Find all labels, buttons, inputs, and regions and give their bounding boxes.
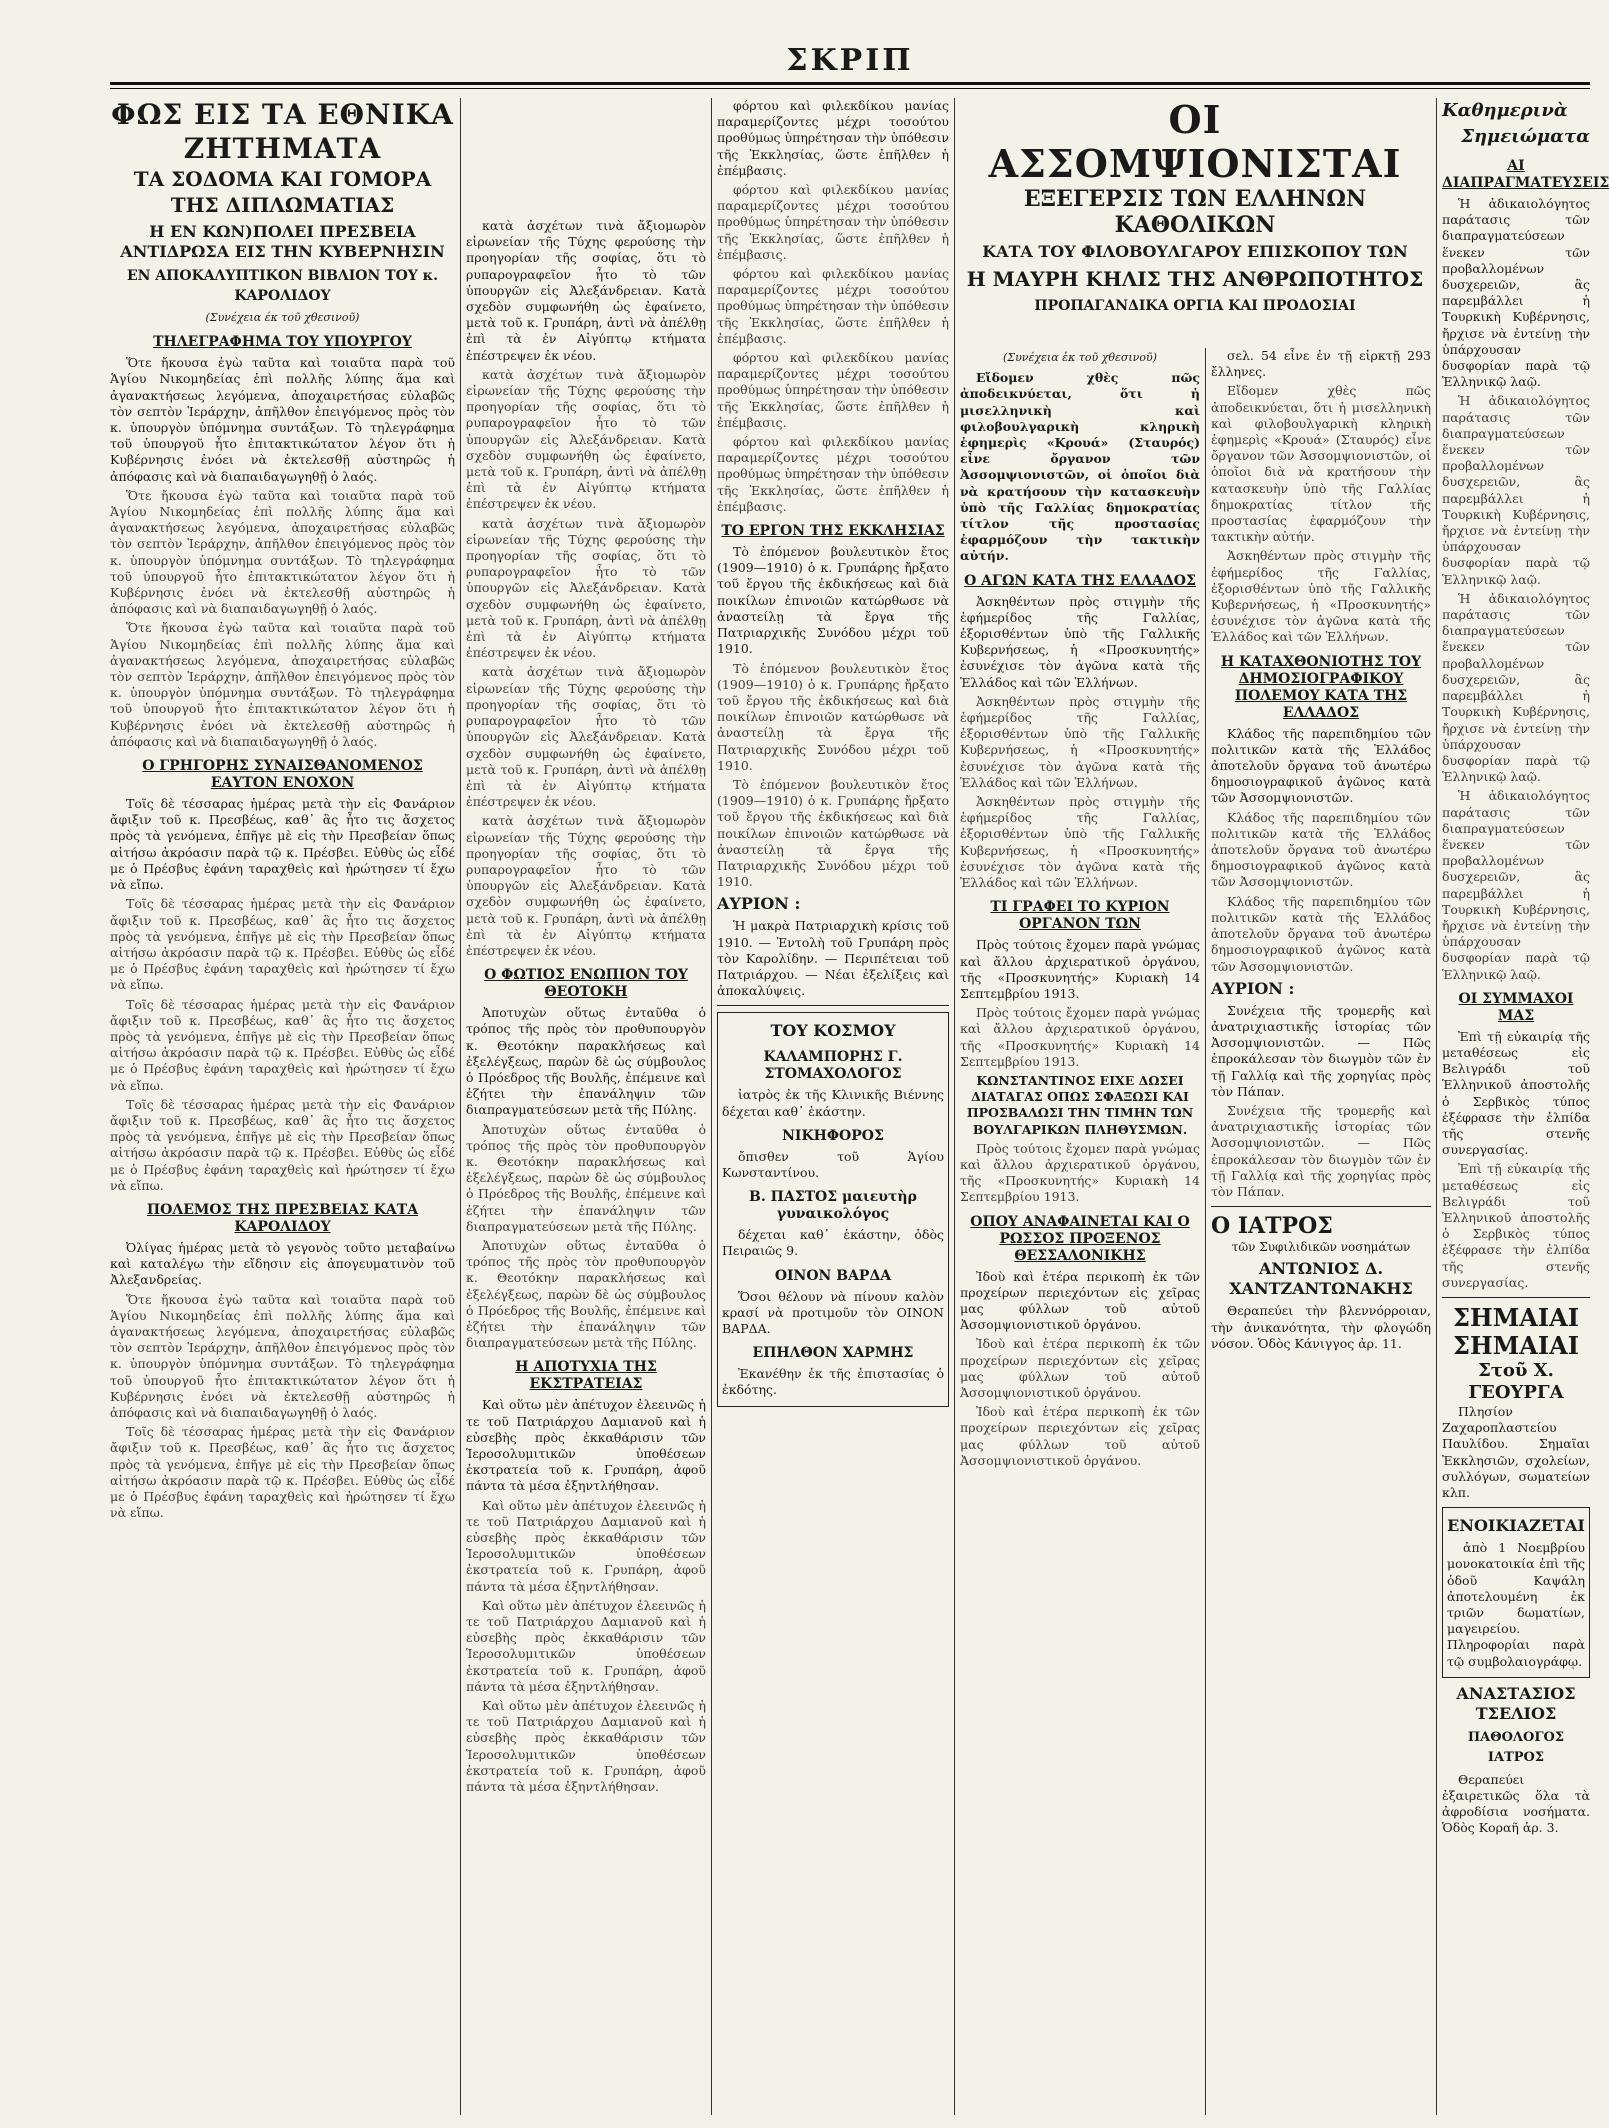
lead-text: Εἴδομεν χθὲς πῶς ἀποδεικνύεται, ὅτι ἡ μισελληνικὴ καὶ φιλοβουλγαρικὴ κληρικὴ ἐφημερὶς «Κρουά» (Σταυρός) εἶνε ὄργανον τῶν Ἀσσομψιονιστῶν, οἱ ὁποῖοι διὰ νὰ κρατήσουν τὴν κατασκευὴν ὑπὸ τῆς Γαλλίας δημοκρατίας τίτλον τῆς προστασίας ἐφαρμόζουν τὴν τακτικὴν αὐτήν. (960, 370, 1200, 564)
section-title: Ο ΦΩΤΙΟΣ ΕΝΩΠΙΟΝ ΤΟΥ ΘΕΟΤΟΚΗ (484, 967, 688, 1001)
divider (717, 1005, 949, 1006)
doctor-ad-sub: τῶν Συφιλιδικῶν νοσημάτων (1231, 1240, 1411, 1255)
flags-ad-title: ΣΗΜΑΙΑΙ (1453, 1303, 1579, 1332)
subhead-propaganda: ΠΡΟΠΑΓΑΝΔΙΚΑ ΟΡΓΙΑ ΚΑΙ ΠΡΟΔΟΣΙΑΙ (1034, 298, 1356, 314)
rent-ad (1442, 1507, 1590, 1678)
column-divider (1436, 98, 1437, 2115)
article-text: Ἀσκηθέντων πρὸς στιγμὴν τῆς ἐφήμερίδος τῆς Γαλλίας, ἐξορισθέντων ὑπὸ τῆς Γαλλικῆς Κυβερνήσεως, ἡ «Προσκυνητής» ἐσυνέχισε τὸν ἀγῶνα κατὰ τῆς Ἑλλάδος καὶ τῶν Ἑλλήνων. (960, 794, 1200, 891)
tomorrow-title: ΑΥΡΙΟΝ : (717, 894, 801, 914)
ads-box-title: ΤΟΥ ΚΟΣΜΟΥ (770, 1021, 896, 1041)
rent-ad-text: ἀπὸ 1 Νοεμβρίου μονοκατοικία ἐπὶ τῆς ὁδοῦ Καψάλη ἀποτελουμένη ἐκ τριῶν δωματίων, μαγειρείου. Πληροφορίαι παρὰ τῷ συμβολαιογράφῳ. (1447, 1540, 1585, 1669)
article-text: Καὶ οὕτω μὲν ἀπέτυχον ἐλεεινῶς ἡ τε τοῦ Πατριάρχου Δαμιανοῦ καὶ ἡ εὐσεβὴς πρὸς ἐκκαθάρισιν τῶν Ἱεροσολυμιτικῶν ὑποθέσεων ἐκστρατεία τοῦ κ. Γρυπάρη, ἀφοῦ πάντα τὰ μέσα ἐξηντλήθησαν. (466, 1698, 706, 1795)
column-3 (717, 98, 949, 2115)
article-text: Ἡ ἀδικαιολόγητος παράτασις τῶν διαπραγματεύσεων ἕνεκεν τῶν προβαλλομένων δυσχερειῶν, ἃς παρεμβάλλει ἡ Τουρκικὴ Κυβέρνησις, ἤρχισε νὰ ἐντείνῃ τὴν ὑπάρχουσαν δυσφορίαν παρὰ τῷ Ἑλληνικῷ λαῷ. (1442, 590, 1590, 785)
article-text: Ἀσκηθέντων πρὸς στιγμὴν τῆς ἐφήμερίδος τῆς Γαλλίας, ἐξορισθέντων ὑπὸ τῆς Γαλλικῆς Κυβερνήσεως, ἡ «Προσκυνητής» ἐσυνέχισε τὸν ἀγῶνα κατὰ τῆς Ἑλλάδος καὶ τῶν Ἑλλήνων. (960, 693, 1200, 790)
article-text: Καὶ οὕτω μὲν ἀπέτυχον ἐλεεινῶς ἡ τε τοῦ Πατριάρχου Δαμιανοῦ καὶ ἡ εὐσεβὴς πρὸς ἐκκαθάρισιν τῶν Ἱεροσολυμιτικῶν ὑποθέσεων ἐκστρατεία τοῦ κ. Γρυπάρη, ἀφοῦ πάντα τὰ μέσα ἐξηντλήθησαν. (466, 1597, 706, 1694)
article-text: Καὶ οὕτω μὲν ἀπέτυχον ἐλεεινῶς ἡ τε τοῦ Πατριάρχου Δαμιανοῦ καὶ ἡ εὐσεβὴς πρὸς ἐκκαθάρισιν τῶν Ἱεροσολυμιτικῶν ὑποθέσεων ἐκστρατεία τοῦ κ. Γρυπάρη, ἀφοῦ πάντα τὰ μέσα ἐξηντλήθησαν. (466, 1397, 706, 1494)
article-text: φόρτου καὶ φιλεκδίκου μανίας παραμερίζοντες μέχρι τοσούτου προθύμως ὑπηρέτησαν τὴν ὑπόθεσιν τῆς Ἐκκλησίας, ὥστε ἐπῆλθεν ἡ ἐπέμβασις. (717, 182, 949, 262)
ad-text: Ἐκανέθην ἐκ τῆς ἐπιστασίας ὁ ἐκδότης. (722, 1366, 944, 1398)
article-text: σελ. 54 εἶνε ἐν τῇ εἰρκτῇ 293 ἔλληνες. (1211, 348, 1431, 380)
column-2 (466, 218, 706, 2115)
subhead-black-stain: Η ΜΑΥΡΗ ΚΗΛΙΣ ΤΗΣ ΑΝΘΡΩΠΟΤΗΤΟΣ (966, 267, 1424, 291)
ad-title: ΕΠΗΛΘΟΝ ΧΑΡΜΗΣ (752, 1345, 914, 1362)
article-text: Ἡ ἀδικαιολόγητος παράτασις τῶν διαπραγματεύσεων ἕνεκεν τῶν προβαλλομένων δυσχερειῶν, ἃς παρεμβάλλει ἡ Τουρκικὴ Κυβέρνησις, ἤρχισε νὰ ἐντείνῃ τὴν ὑπάρχουσαν δυσφορίαν παρὰ τῷ Ἑλληνικῷ λαῷ. (1442, 788, 1590, 982)
tomorrow-text: Ἡ μακρὰ Πατριαρχικὴ κρίσις τοῦ 1910. — Ἐντολὴ τοῦ Γρυπάρη πρὸς τὸν Καρολίδην. — Περιπέτειαι τοῦ Πατριάρχου. — Νέαι ἐξελίξεις καὶ ἀποκαλύψεις. (717, 918, 949, 999)
article-text: Κλάδος τῆς παρεπιδημίου τῶν πολιτικῶν κατὰ τῆς Ἑλλάδος ἀποτελοῦν ὄργανα τοῦ ἀνωτέρω δημοσιογραφικοῦ ἀγῶνος κατὰ τῶν Ἀσσομψιονιστῶν. (1211, 725, 1431, 806)
subhead-uprising: ΕΞΕΓΕΡΣΙΣ ΤΩΝ ΕΛΛΗΝΩΝ ΚΑΘΟΛΙΚΩΝ (1023, 186, 1367, 238)
doctor-ad-name: ΑΝΑΣΤΑΣΙΟΣ ΤΣΕΛΙΟΣ (1456, 1683, 1576, 1723)
ad-text: ὄπισθεν τοῦ Ἁγίου Κωνσταντίνου. (722, 1148, 944, 1180)
masthead-title: ΣΚΡΙΠ (786, 43, 914, 78)
article-text: Τὸ ἐπόμενον βουλευτικὸν ἔτος (1909—1910) ὁ κ. Γρυπάρης ἤρξατο τοῦ ἔργου τῆς ἐκδικήσεως καὶ διὰ ποικίλων ἐπινοιῶν κατώρθωσε νὰ ἀναστείλῃ τὰ ἔργα τῆς Πατριαρχικῆς Συνόδου μέχρι τοῦ 1910. (717, 544, 949, 657)
article-text: Τοῖς δὲ τέσσαρας ἡμέρας μετὰ τὴν εἰς Φανάριον ἄφιξιν τοῦ κ. Πρεσβέως, καθ᾽ ἃς ἦτο τις ἄσχετος πρὸς τὰ γενόμενα, ἐπῆγε μὲ εἰς τὴν Πρεσβείαν ὅπως αἰτήσω ἀκρόασιν παρὰ τῷ κ. Πρέσβει. Εὐθὺς ὡς εἶδέ με ὁ Πρέσβυς ἐφάνη ταραχθεὶς καὶ ἠρώτησεν τί ἔχω νὰ εἴπω. (110, 996, 455, 1093)
flags-ad-shop: Στοῦ Χ. ΓΕΟΥΡΓΑ (1468, 1360, 1564, 1403)
tomorrow-title: ΑΥΡΙΟΝ : (1211, 978, 1295, 998)
continued-note: (Συνέχεια έκ τοῦ χθεσινοῦ) (205, 311, 360, 324)
section-title: ΑΙ ΔΙΑΠΡΑΓΜΑΤΕΥΣΕΙΣ (1442, 158, 1609, 191)
article-text: Καὶ οὕτω μὲν ἀπέτυχον ἐλεεινῶς ἡ τε τοῦ Πατριάρχου Δαμιανοῦ καὶ ἡ εὐσεβὴς πρὸς ἐκκαθάρισιν τῶν Ἱεροσολυμιτικῶν ὑποθέσεων ἐκστρατεία τοῦ κ. Γρυπάρη, ἀφοῦ πάντα τὰ μέσα ἐξηντλήθησαν. (466, 1497, 706, 1594)
article-text: κατὰ ἀσχέτων τινὰ ἄξιομωρὸν εἰρωνείαν τῆς Τύχης φερούσης τὴν προηγορίαν τῆς σοφίας, ὅτι τὸ ρυπαρογραφεῖον ἦτο τὸ τῶν ὑπουργῶν εἰς Ἀλεξάνδρειαν. Κατὰ σχεδὸν συμφωνήθη ὡς ἐφαίνετο, μετὰ τοῦ κ. Γρυπάρη, ἀντὶ νὰ ἀπέλθῃ ἐπὶ τὰ ἐν Αἰγύπτῳ κτήματα ἐπέστρεψεν ἐκ νέου. (466, 664, 706, 810)
daily-notes-header: Καθημερινὰ (1442, 100, 1568, 121)
article-text: Ἀποτυχὼν οὕτως ἐνταῦθα ὁ τρόπος τῆς πρὸς τὸν προθυπουργὸν κ. Θεοτόκην παρακλήσεως καὶ ἐξελέγξεως, παρὼν δὲ ὡς σύμβουλος ὁ Πρόεδρος τῆς Βουλῆς, ἐπέμεινε καὶ ἐζήτει τὴν ἐπανάληψιν τῶν διαπραγματεύσεων μετὰ τῆς Πύλης. (466, 1237, 706, 1351)
article-text: Ἀποτυχὼν οὕτως ἐνταῦθα ὁ τρόπος τῆς πρὸς τὸν προθυπουργὸν κ. Θεοτόκην παρακλήσεως καὶ ἐξελέγξεως, παρὼν δὲ ὡς σύμβουλος ὁ Πρόεδρος τῆς Βουλῆς, ἐπέμεινε καὶ ἐζήτει τὴν ἐπανάληψιν τῶν διαπραγματεύσεων μετὰ τῆς Πύλης. (466, 1121, 706, 1234)
article-text: Πρὸς τούτοις ἔχομεν παρὰ γνώμας καὶ ἄλλου ἀρχιερατικοῦ ὀργάνου, τῆς «Προσκυνητής» Κυριακὴ 14 Σεπτεμβρίου 1913. (960, 937, 1200, 1001)
ad-title: Β. ΠΑΣΤΟΣ μαιευτὴρ γυναικολόγος (749, 1189, 917, 1223)
doctor-ad-name: ΑΝΤΩΝΙΟΣ Δ. ΧΑΝΤΖΑΝΤΩΝΑΚΗΣ (1229, 1259, 1413, 1299)
column-divider (711, 98, 712, 2115)
article-text: Κλάδος τῆς παρεπιδημίου τῶν πολιτικῶν κατὰ τῆς Ἑλλάδος ἀποτελοῦν ὄργανα τοῦ ἀνωτέρω δημοσιογραφικοῦ ἀγῶνος κατὰ τῶν Ἀσσομψιονιστῶν. (1211, 893, 1431, 974)
masthead-rule (110, 82, 1590, 89)
article-text: κατὰ ἀσχέτων τινὰ ἄξιομωρὸν εἰρωνείαν τῆς Τύχης φερούσης τὴν προηγορίαν τῆς σοφίας, ὅτι τὸ ρυπαρογραφεῖον ἦτο τὸ τῶν ὑπουργῶν εἰς Ἀλεξάνδρειαν. Κατὰ σχεδὸν συμφωνήθη ὡς ἐφαίνετο, μετὰ τοῦ κ. Γρυπάρη, ἀντὶ νὰ ἀπέλθῃ ἐπὶ τὰ ἐν Αἰγύπτῳ κτήματα ἐπέστρεψεν ἐκ νέου. (466, 515, 706, 661)
article-text: Ἡ ἀδικαιολόγητος παράτασις τῶν διαπραγματεύσεων ἕνεκεν τῶν προβαλλομένων δυσχερειῶν, ἃς παρεμβάλλει ἡ Τουρκικὴ Κυβέρνησις, ἤρχισε νὰ ἐντείνῃ τὴν ὑπάρχουσαν δυσφορίαν παρὰ τῷ Ἑλληνικῷ λαῷ. (1442, 196, 1590, 390)
article-text: Ἰδοὺ καὶ ἑτέρα περικοπὴ ἐκ τῶν προχείρων περιεχόντων εἰς χεῖρας μας φύλλων τοῦ αὐτοῦ Ἀσσομψιονιστικοῦ ὀργάνου. (960, 1268, 1200, 1333)
ad-text: ἰατρὸς ἐκ τῆς Κλινικῆς Βιέννης δέχεται καθ᾽ ἑκάστην. (722, 1087, 944, 1119)
flags-ad-title: ΣΗΜΑΙΑΙ (1453, 1331, 1579, 1360)
section-title: ΤΙ ΓΡΑΦΕΙ ΤΟ ΚΥΡΙΟΝ ΟΡΓΑΝΟΝ ΤΩΝ (990, 899, 1170, 933)
divider (1442, 1297, 1590, 1298)
subhead-bishop: ΚΑΤΑ ΤΟΥ ΦΙΛΟΒΟΥΛΓΑΡΟΥ ΕΠΙΣΚΟΠΟΥ ΤΩΝ (982, 242, 1408, 261)
article-text: Ἰδοὺ καὶ ἑτέρα περικοπὴ ἐκ τῶν προχείρων περιεχόντων εἰς χεῖρας μας φύλλων τοῦ αὐτοῦ Ἀσσομψιονιστικοῦ ὀργάνου. (960, 1336, 1200, 1400)
daily-notes-header: Σημειώματα (1461, 126, 1590, 147)
doctor-ad-title: ΠΑΘΟΛΟΓΟΣ ΙΑΤΡΟΣ (1467, 1729, 1565, 1765)
article-text: φόρτου καὶ φιλεκδίκου μανίας παραμερίζοντες μέχρι τοσούτου προθύμως ὑπηρέτησαν τὴν ὑπόθεσιν τῆς Ἐκκλησίας, ὥστε ἐπῆλθεν ἡ ἐπέμβασις. (717, 98, 949, 178)
ads-box (717, 1012, 949, 1406)
column-4 (960, 348, 1200, 2115)
column-divider (460, 98, 461, 2115)
ad-text: Ὅσοι θέλουν νὰ πίνουν καλὸν κρασί νὰ προτιμοῦν τὸν ΟΙΝΟΝ ΒΑΡΔΑ. (722, 1288, 944, 1336)
section-title: Η ΑΠΟΤΥΧΙΑ ΤΗΣ ΕΚΣΤΡΑΤΕΙΑΣ (515, 1359, 657, 1393)
article-text: Τοῖς δὲ τέσσαρας ἡμέρας μετὰ τὴν εἰς Φανάριον ἄφιξιν τοῦ κ. Πρεσβέως, καθ᾽ ἃς ἦτο τις ἄσχετος πρὸς τὰ γενόμενα, ἐπῆγε μὲ εἰς τὴν Πρεσβείαν ὅπως αἰτήσω ἀκρόασιν παρὰ τῷ κ. Πρέσβει. Εὐθὺς ὡς εἶδέ με ὁ Πρέσβυς ἐφάνη ταραχθεὶς καὶ ἠρώτησεν τί ἔχω νὰ εἴπω. (110, 1424, 455, 1521)
doctor-ad-text: Θεραπεύει ἐξαιρετικῶς ὅλα τὰ ἀφροδίσια νοσήματα. Ὁδὸς Κοραῆ ἀρ. 3. (1442, 1771, 1590, 1836)
article-text: Ἐπὶ τῇ εὐκαιρίᾳ τῆς μεταθέσεως εἰς Βελιγράδι τοῦ Ἑλληνικοῦ ἀποστολῆς ὁ Σερβικὸς τύπος ἐξέφρασε τὴν ἐλπίδα τῆς στενῆς συνεργασίας. (1442, 1161, 1590, 1290)
article-text: φόρτου καὶ φιλεκδίκου μανίας παραμερίζοντες μέχρι τοσούτου προθύμως ὑπηρέτησαν τὴν ὑπόθεσιν τῆς Ἐκκλησίας, ὥστε ἐπῆλθεν ἡ ἐπέμβασις. (717, 434, 949, 514)
article-text: Ὅτε ἤκουσα ἐγὼ ταῦτα καὶ τοιαῦτα παρὰ τοῦ Ἁγίου Νικομηδείας ἐπὶ πολλῆς λύπης ἅμα καὶ ἀγανακτήσεως λεγόμενα, ἀποχαιρετήσας εὐλαβῶς τὸν σεπτὸν Ἱεράρχην, ἀπῆλθον ἐπειγόμενος πρὸς τὸν κ. ὑπουργὸν ὑπόμνημα συντάξων. Τὸ τηλεγράφημα τοῦ ὑπουργοῦ ἦτο ἐπιτακτικώτατον λέγον ὅτι ἡ Κυβέρνησις ἐνόει νὰ ἐκτελεσθῇ αὐστηρῶς ἡ ἀπόφασις καὶ νὰ διαπαιδαγωγηθῇ ὁ λαός. (110, 620, 455, 749)
article-text: Ὅτε ἤκουσα ἐγὼ ταῦτα καὶ τοιαῦτα παρὰ τοῦ Ἁγίου Νικομηδείας ἐπὶ πολλῆς λύπης ἅμα καὶ ἀγανακτήσεως λεγόμενα, ἀποχαιρετήσας εὐλαβῶς τὸν σεπτὸν Ἱεράρχην, ἀπῆλθον ἐπειγόμενος πρὸς τὸν κ. ὑπουργὸν ὑπόμνημα συντάξων. Τὸ τηλεγράφημα τοῦ ὑπουργοῦ ἦτο ἐπιτακτικώτατον λέγον ὅτι ἡ Κυβέρνησις ἐνόει νὰ ἐκτελεσθῇ αὐστηρῶς ἡ ἀπόφασις καὶ νὰ διαπαιδαγωγηθῇ ὁ λαός. (110, 355, 455, 484)
article-text: Ἡ ἀδικαιολόγητος παράτασις τῶν διαπραγματεύσεων ἕνεκεν τῶν προβαλλομένων δυσχερειῶν, ἃς παρεμβάλλει ἡ Τουρκικὴ Κυβέρνησις, ἤρχισε νὰ ἐντείνῃ τὴν ὑπάρχουσαν δυσφορίαν παρὰ τῷ Ἑλληνικῷ λαῷ. (1442, 393, 1590, 587)
section-title: Ο ΑΓΩΝ ΚΑΤΑ ΤΗΣ ΕΛΛΑΔΟΣ (964, 572, 1196, 589)
caps-text: ΚΩΝΣΤΑΝΤΙΝΟΣ ΕΙΧΕ ΔΩΣΕΙ ΔΙΑΤΑΓΑΣ ΟΠΩΣ ΣΦΑΞΩΣΙ ΚΑΙ ΠΡΟΣΒΑΛΩΣΙ ΤΗΝ ΤΙΜΗΝ ΤΩΝ ΒΟΥΛΓΑΡΙΚΩΝ ΠΛΗΘΥΣΜΩΝ. (966, 1072, 1194, 1137)
doctor-ad-title: Ο ΙΑΤΡΟΣ (1211, 1213, 1333, 1240)
subhead-book: ΕΝ ΑΠΟΚΑΛΥΠΤΙΚΟΝ ΒΙΒΛΙΟΝ ΤΟΥ κ. ΚΑΡΟΛΙΔΟΥ (126, 268, 439, 304)
headline-assumptionists: ΟΙ ΑΣΣΟΜΨΙΟΝΙΣΤΑΙ (988, 97, 1402, 186)
article-text: Ὀλίγας ἡμέρας μετὰ τὸ γεγονὸς τοῦτο μεταβαίνω καὶ καταλέγω τὴν εἴδησιν εἰς ἀπογευματινὸν τοῦ Ἀλεξανδρείας. (110, 1239, 455, 1288)
column-divider (954, 98, 955, 2115)
columns (110, 97, 1609, 2115)
section-title: Η ΚΑΤΑΧΘΟΝΙΟΤΗΣ ΤΟΥ ΔΗΜΟΣΙΟΓΡΑΦΙΚΟΥ ΠΟΛΕΜΟΥ ΚΑΤΑ ΤΗΣ ΕΛΛΑΔΟΣ (1220, 653, 1422, 721)
section-title: ΟΠΟΥ ΑΝΑΦΑΙΝΕΤΑΙ ΚΑΙ Ο ΡΩΣΣΟΣ ΠΡΟΞΕΝΟΣ ΘΕΣΣΑΛΟΝΙΚΗΣ (970, 1213, 1190, 1264)
column-6 (1442, 98, 1609, 2115)
headline-national-issues: ΦΩΣ ΕΙΣ ΤΑ ΕΘΝΙΚΑ ΖΗΤΗΜΑΤΑ (111, 98, 454, 165)
newspaper-page (110, 40, 1609, 2115)
article-text: Ἀσκηθέντων πρὸς στιγμὴν τῆς ἐφήμερίδος τῆς Γαλλίας, ἐξορισθέντων ὑπὸ τῆς Γαλλικῆς Κυβερνήσεως, ἡ «Προσκυνητής» ἐσυνέχισε τὸν ἀγῶνα κατὰ τῆς Ἑλλάδος καὶ τῶν Ἑλλήνων. (960, 593, 1200, 690)
article-text: Ἀσκηθέντων πρὸς στιγμὴν τῆς ἐφήμερίδος τῆς Γαλλίας, ἐξορισθέντων ὑπὸ τῆς Γαλλικῆς Κυβερνήσεως, ἡ «Προσκυνητής» ἐσυνέχισε τὸν ἀγῶνα κατὰ τῆς Ἑλλάδος καὶ τῶν Ἑλλήνων. (1211, 548, 1431, 645)
article-text: φόρτου καὶ φιλεκδίκου μανίας παραμερίζοντες μέχρι τοσούτου προθύμως ὑπηρέτησαν τὴν ὑπόθεσιν τῆς Ἐκκλησίας, ὥστε ἐπῆλθεν ἡ ἐπέμβασις. (717, 266, 949, 346)
article-text: κατὰ ἀσχέτων τινὰ ἄξιομωρὸν εἰρωνείαν τῆς Τύχης φερούσης τὴν προηγορίαν τῆς σοφίας, ὅτι τὸ ρυπαρογραφεῖον ἦτο τὸ τῶν ὑπουργῶν εἰς Ἀλεξάνδρειαν. Κατὰ σχεδὸν συμφωνήθη ὡς ἐφαίνετο, μετὰ τοῦ κ. Γρυπάρη, ἀντὶ νὰ ἀπέλθῃ ἐπὶ τὰ ἐν Αἰγύπτῳ κτήματα ἐπέστρεψεν ἐκ νέου. (466, 366, 706, 512)
section-title: ΤΗΛΕΓΡΑΦΗΜΑ ΤΟΥ ΥΠΟΥΡΓΟΥ (153, 334, 412, 351)
article-text: Ἰδοὺ καὶ ἑτέρα περικοπὴ ἐκ τῶν προχείρων περιεχόντων εἰς χεῖρας μας φύλλων τοῦ αὐτοῦ Ἀσσομψιονιστικοῦ ὀργάνου. (960, 1404, 1200, 1468)
article-text: Τὸ ἐπόμενον βουλευτικὸν ἔτος (1909—1910) ὁ κ. Γρυπάρης ἤρξατο τοῦ ἔργου τῆς ἐκδικήσεως καὶ διὰ ποικίλων ἐπινοιῶν κατώρθωσε νὰ ἀναστείλῃ τὰ ἔργα τῆς Πατριαρχικῆς Συνόδου μέχρι τοῦ 1910. (717, 776, 949, 890)
tomorrow-text: Συνέχεια τῆς τρομερῆς καὶ ἀνατριχιαστικῆς ἱστορίας τῶν Ἀσσομψιονιστῶν. — Πῶς ἐπροκάλεσαν τὸν διωγμὸν τῶν ἐν τῇ Γαλλίᾳ καὶ τῆς χορηγίας πρὸς τὸν Πάπαν. (1211, 1102, 1431, 1199)
article-text: Πρὸς τούτοις ἔχομεν παρὰ γνώμας καὶ ἄλλου ἀρχιερατικοῦ ὀργάνου, τῆς «Προσκυνητής» Κυριακὴ 14 Σεπτεμβρίου 1913. (960, 1005, 1200, 1069)
section-title: ΟΙ ΣΥΜΜΑΧΟΙ ΜΑΣ (1458, 990, 1574, 1024)
article-text: Τοῖς δὲ τέσσαρας ἡμέρας μετὰ τὴν εἰς Φανάριον ἄφιξιν τοῦ κ. Πρεσβέως, καθ᾽ ἃς ἦτο τις ἄσχετος πρὸς τὰ γενόμενα, ἐπῆγε μὲ εἰς τὴν Πρεσβείαν ὅπως αἰτήσω ἀκρόασιν παρὰ τῷ κ. Πρέσβει. Εὐθὺς ὡς εἶδέ με ὁ Πρέσβυς ἐφάνη ταραχθεὶς καὶ ἠρώτησεν τί ἔχω νὰ εἴπω. (110, 796, 455, 893)
continued-note: (Συνέχεια ἐκ τοῦ χθεσινοῦ) (1003, 351, 1157, 364)
subhead-sodom: ΤΑ ΣΟΔΟΜΑ ΚΑΙ ΓΟΜΟΡΑ ΤΗΣ ΔΙΠΛΩΜΑΤΙΑΣ (133, 167, 432, 217)
column-5 (1211, 348, 1431, 2115)
article-text: Πρὸς τούτοις ἔχομεν παρὰ γνώμας καὶ ἄλλου ἀρχιερατικοῦ ὀργάνου, τῆς «Προσκυνητής» Κυριακὴ 14 Σεπτεμβρίου 1913. (960, 1140, 1200, 1205)
divider (1211, 1206, 1431, 1207)
article-text: Τοῖς δὲ τέσσαρας ἡμέρας μετὰ τὴν εἰς Φανάριον ἄφιξιν τοῦ κ. Πρεσβέως, καθ᾽ ἃς ἦτο τις ἄσχετος πρὸς τὰ γενόμενα, ἐπῆγε μὲ εἰς τὴν Πρεσβείαν ὅπως αἰτήσω ἀκρόασιν παρὰ τῷ κ. Πρέσβει. Εὐθὺς ὡς εἶδέ με ὁ Πρέσβυς ἐφάνη ταραχθεὶς καὶ ἠρώτησεν τί ἔχω νὰ εἴπω. (110, 896, 455, 993)
ad-text: δέχεται καθ᾽ ἑκάστην, ὁδὸς Πειραιῶς 9. (722, 1227, 944, 1259)
doctor-ad-text: Θεραπεύει τὴν βλεννόρροιαν, τὴν ἀνικανότητα, τὴν φλογώδη νόσον. Ὁδὸς Κάνιγγος ἀρ. 11. (1211, 1303, 1431, 1351)
article-text: φόρτου καὶ φιλεκδίκου μανίας παραμερίζοντες μέχρι τοσούτου προθύμως ὑπηρέτησαν τὴν ὑπόθεσιν τῆς Ἐκκλησίας, ὥστε ἐπῆλθεν ἡ ἐπέμβασις. (717, 350, 949, 430)
ad-title: ΟΙΝΟΝ ΒΑΡΔΑ (774, 1267, 892, 1284)
article-text: κατὰ ἀσχέτων τινὰ ἄξιομωρὸν εἰρωνείαν τῆς Τύχης φερούσης τὴν προηγορίαν τῆς σοφίας, ὅτι τὸ ρυπαρογραφεῖον ἦτο τὸ τῶν ὑπουργῶν εἰς Ἀλεξάνδρειαν. Κατὰ σχεδὸν συμφωνήθη ὡς ἐφαίνετο, μετὰ τοῦ κ. Γρυπάρη, ἀντὶ νὰ ἀπέλθῃ ἐπὶ τὰ ἐν Αἰγύπτῳ κτήματα ἐπέστρεψεν ἐκ νέου. (466, 813, 706, 958)
article-text: Ἀποτυχὼν οὕτως ἐνταῦθα ὁ τρόπος τῆς πρὸς τὸν προθυπουργὸν κ. Θεοτόκην παρακλήσεως καὶ ἐξελέγξεως, παρὼν δὲ ὡς σύμβουλος ὁ Πρόεδρος τῆς Βουλῆς, ἐπέμεινε καὶ ἐζήτει τὴν ἐπανάληψιν τῶν διαπραγματεύσεων μετὰ τῆς Πύλης. (466, 1005, 706, 1118)
column-1 (110, 98, 455, 2115)
tomorrow-text: Συνέχεια τῆς τρομερῆς καὶ ἀνατριχιαστικῆς ἱστορίας τῶν Ἀσσομψιονιστῶν. — Πῶς ἐπροκάλεσαν τὸν διωγμὸν τῶν ἐν τῇ Γαλλίᾳ καὶ τῆς χορηγίας πρὸς τὸν Πάπαν. (1211, 1002, 1431, 1099)
column-divider (1205, 348, 1206, 2115)
article-text: Ὅτε ἤκουσα ἐγὼ ταῦτα καὶ τοιαῦτα παρὰ τοῦ Ἁγίου Νικομηδείας ἐπὶ πολλῆς λύπης ἅμα καὶ ἀγανακτήσεως λεγόμενα, ἀποχαιρετήσας εὐλαβῶς τὸν σεπτὸν Ἱεράρχην, ἀπῆλθον ἐπειγόμενος πρὸς τὸν κ. ὑπουργὸν ὑπόμνημα συντάξων. Τὸ τηλεγράφημα τοῦ ὑπουργοῦ ἦτο ἐπιτακτικώτατον λέγον ὅτι ἡ Κυβέρνησις ἐνόει νὰ ἐκτελεσθῇ αὐστηρῶς ἡ ἀπόφασις καὶ νὰ διαπαιδαγωγηθῇ ὁ λαός. (110, 1291, 455, 1420)
article-text: Ὅτε ἤκουσα ἐγὼ ταῦτα καὶ τοιαῦτα παρὰ τοῦ Ἁγίου Νικομηδείας ἐπὶ πολλῆς λύπης ἅμα καὶ ἀγανακτήσεως λεγόμενα, ἀποχαιρετήσας εὐλαβῶς τὸν σεπτὸν Ἱεράρχην, ἀπῆλθον ἐπειγόμενος πρὸς τὸν κ. ὑπουργὸν ὑπόμνημα συντάξων. Τὸ τηλεγράφημα τοῦ ὑπουργοῦ ἦτο ἐπιτακτικώτατον λέγον ὅτι ἡ Κυβέρνησις ἐνόει νὰ ἐκτελεσθῇ αὐστηρῶς ἡ ἀπόφασις καὶ νὰ διαπαιδαγωγηθῇ ὁ λαός. (110, 487, 455, 617)
article-text: Τὸ ἐπόμενον βουλευτικὸν ἔτος (1909—1910) ὁ κ. Γρυπάρης ἤρξατο τοῦ ἔργου τῆς ἐκδικήσεως καὶ διὰ ποικίλων ἐπινοιῶν κατώρθωσε νὰ ἀναστείλῃ τὰ ἔργα τῆς Πατριαρχικῆς Συνόδου μέχρι τοῦ 1910. (717, 660, 949, 773)
section-title: Ο ΓΡΗΓΟΡΗΣ ΣΥΝΑΙΣΘΑΝΟΜΕΝΟΣ ΕΑΥΤΟΝ ΕΝΟΧΟΝ (142, 758, 423, 792)
article-text: Κλάδος τῆς παρεπιδημίου τῶν πολιτικῶν κατὰ τῆς Ἑλλάδος ἀποτελοῦν ὄργανα τοῦ ἀνωτέρω δημοσιογραφικοῦ ἀγῶνος κατὰ τῶν Ἀσσομψιονιστῶν. (1211, 809, 1431, 890)
ad-title: ΝΙΚΗΦΟΡΟΣ (782, 1127, 884, 1144)
ad-title: ΚΑΛΑΜΠΟΡΗΣ Γ. ΣΤΟΜΑΧΟΛΟΓΟΣ (763, 1049, 903, 1083)
flags-ad-text: Πλησίον Ζαχαροπλαστείου Παυλίδου. Σημαῖαι Ἐκκλησιῶν, σχολείων, συλλόγων, σωματείων κλπ. (1442, 1404, 1590, 1501)
article-text: κατὰ ἀσχέτων τινὰ ἄξιομωρὸν εἰρωνείαν τῆς Τύχης φερούσης τὴν προηγορίαν τῆς σοφίας, ὅτι τὸ ρυπαρογραφεῖον ἦτο τὸ τῶν ὑπουργῶν εἰς Ἀλεξάνδρειαν. Κατὰ σχεδὸν συμφωνήθη ὡς ἐφαίνετο, μετὰ τοῦ κ. Γρυπάρη, ἀντὶ νὰ ἀπέλθῃ ἐπὶ τὰ ἐν Αἰγύπτῳ κτήματα ἐπέστρεψεν ἐκ νέου. (466, 218, 706, 363)
article-text: Τοῖς δὲ τέσσαρας ἡμέρας μετὰ τὴν εἰς Φανάριον ἄφιξιν τοῦ κ. Πρεσβέως, καθ᾽ ἃς ἦτο τις ἄσχετος πρὸς τὰ γενόμενα, ἐπῆγε μὲ εἰς τὴν Πρεσβείαν ὅπως αἰτήσω ἀκρόασιν παρὰ τῷ κ. Πρέσβει. Εὐθὺς ὡς εἶδέ με ὁ Πρέσβυς ἐφάνη ταραχθεὶς καὶ ἠρώτησεν τί ἔχω νὰ εἴπω. (110, 1096, 455, 1193)
article-text: Εἴδομεν χθὲς πῶς ἀποδεικνύεται, ὅτι ἡ μισελληνικὴ καὶ φιλοβουλγαρικὴ κληρικὴ ἐφημερὶς «Κρουά» (Σταυρός) εἶνε ὄργανον τῶν Ἀσσομψιονιστῶν, οἱ ὁποῖοι διὰ νὰ κρατήσουν τὴν κατασκευὴν ὑπὸ τῆς Γαλλίας δημοκρατίας τίτλον τῆς προστασίας ἐφαρμόζουν τὴν τακτικὴν αὐτήν. (1211, 383, 1431, 545)
article-text: Ἐπὶ τῇ εὐκαιρίᾳ τῆς μεταθέσεως εἰς Βελιγράδι τοῦ Ἑλληνικοῦ ἀποστολῆς ὁ Σερβικὸς τύπος ἐξέφρασε τὴν ἐλπίδα τῆς στενῆς συνεργασίας. (1442, 1028, 1590, 1158)
section-title: ΠΟΛΕΜΟΣ ΤΗΣ ΠΡΕΣΒΕΙΑΣ ΚΑΤΑ ΚΑΡΟΛΙΔΟΥ (146, 1201, 419, 1235)
section-title: ΤΟ ΕΡΓΟΝ ΤΗΣ ΕΚΚΛΗΣΙΑΣ (721, 523, 945, 540)
rent-ad-title: ΕΝΟΙΚΙΑΖΕΤΑΙ (1447, 1516, 1585, 1536)
assumptionists-header (960, 98, 1430, 348)
subhead-embassy: Η ΕΝ ΚΩΝ)ΠΟΛΕΙ ΠΡΕΣΒΕΙΑ ΑΝΤΙΔΡΩΣΑ ΕΙΣ ΤΗΝ ΚΥΒΕΡΝΗΣΙΝ (120, 222, 445, 261)
